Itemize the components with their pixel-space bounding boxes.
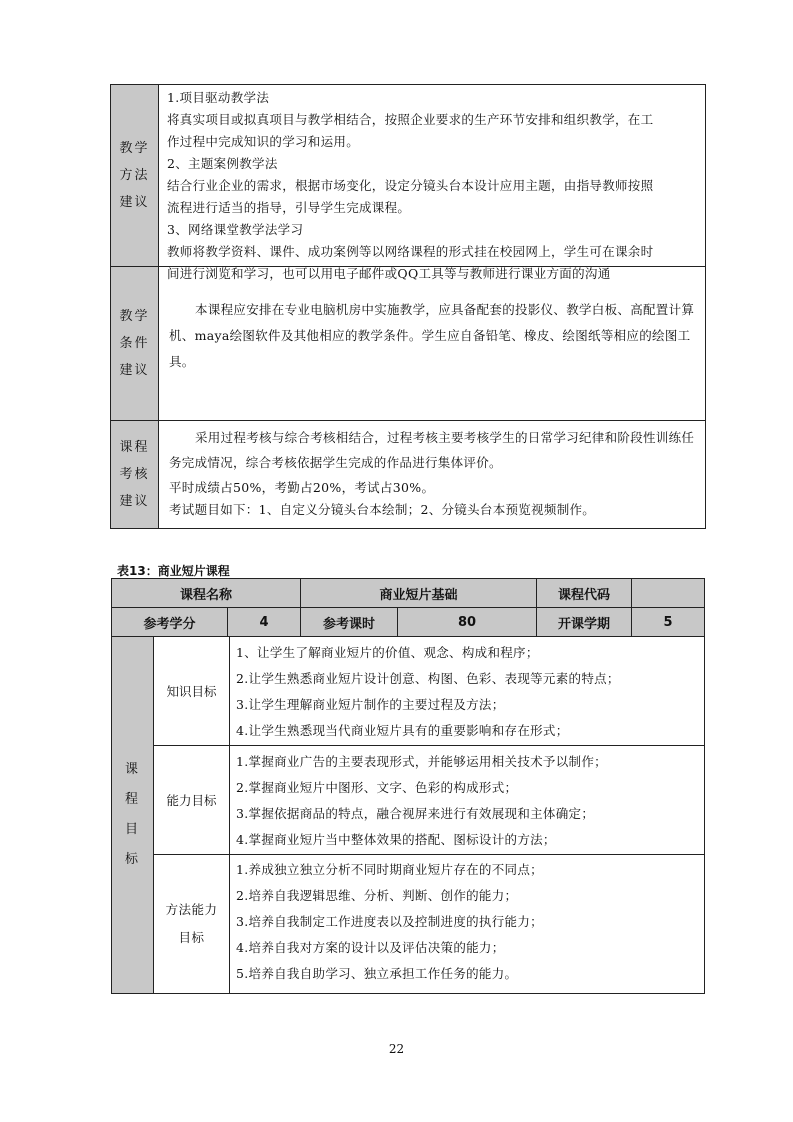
content-line: 作过程中完成知识的学习和运用。: [167, 134, 360, 149]
content-line: 1.项目驱动教学法: [167, 90, 270, 105]
content-line: 2、主题案例教学法: [167, 156, 278, 171]
ability-goal-label: 能力目标: [153, 745, 230, 855]
list-item: 2.让学生熟悉商业短片设计创意、构图、色彩、表现等元素的特点；: [236, 671, 620, 686]
list-item: 3.让学生理解商业短片制作的主要过程及方法；: [236, 697, 505, 712]
ability-goal-items: [229, 745, 705, 855]
method-ability-goal-items: [229, 854, 705, 994]
course-objectives-label: 课 程 目 标: [111, 636, 154, 994]
list-item: 1.掌握商业广告的主要表现形式，并能够运用相关技术予以制作；: [236, 754, 607, 769]
semester-value: 5: [631, 607, 705, 637]
teaching-method-label: 教学 方法 建议: [110, 84, 159, 267]
list-item: 3.培养自我制定工作进度表以及控制进度的执行能力；: [236, 914, 543, 929]
teaching-condition-content: [158, 266, 706, 421]
teaching-method-content: [158, 84, 706, 281]
list-item: 4.掌握商业短片当中整体效果的搭配、图标设计的方法；: [236, 832, 556, 847]
teaching-condition-label: 教学 条件 建议: [110, 266, 159, 421]
assessment-label: 课程 考核 建议: [110, 420, 159, 529]
assessment-line: 考试题目如下：1、自定义分镜头台本绘制；2、分镜头台本预览视频制作。: [169, 502, 596, 517]
table-caption: 表13：商业短片课程: [117, 564, 230, 578]
credits-value: 4: [227, 607, 301, 637]
semester-label: 开课学期: [536, 607, 632, 637]
hours-label: 参考课时: [300, 607, 398, 637]
assessment-line: 平时成绩占50%，考勤占20%，考试占30%。: [169, 480, 435, 495]
content-line: 将真实项目或拟真项目与教学相结合，按照企业要求的生产环节安排和组织教学，在工: [167, 112, 654, 127]
list-item: 3.掌握依据商品的特点，融合视屏来进行有效展现和主体确定；: [236, 806, 595, 821]
content-line: 教师将教学资料、课件、成功案例等以网络课程的形式挂在校园网上，学生可在课余时: [167, 244, 654, 259]
assessment-paragraph: 采用过程考核与综合考核相结合，过程考核主要考核学生的日常学习纪律和阶段性训练任务完成情况，综合考核依据学生完成的作品进行集体评价。: [169, 430, 695, 470]
knowledge-goal-items: [229, 636, 705, 746]
method-ability-goal-label: 方法能力 目标: [153, 854, 230, 994]
list-item: 2.培养自我逻辑思维、分析、判断、创作的能力；: [236, 888, 518, 903]
content-line: 间进行浏览和学习，也可以用电子邮件或QQ工具等与教师进行课业方面的沟通: [167, 266, 611, 281]
content-line: 流程进行适当的指导，引导学生完成课程。: [167, 200, 411, 215]
course-name-label: 课程名称: [111, 578, 301, 608]
hours-value: 80: [397, 607, 537, 637]
knowledge-goal-label: 知识目标: [153, 636, 230, 746]
list-item: 1.养成独立独立分析不同时期商业短片存在的不同点；: [236, 862, 543, 877]
content-line: 结合行业企业的需求，根据市场变化，设定分镜头台本设计应用主题，由指导教师按照: [167, 178, 654, 193]
credits-label: 参考学分: [111, 607, 228, 637]
page-number: 22: [388, 1042, 405, 1056]
assessment-content: [158, 420, 706, 529]
content-line: 3、网络课堂教学法学习: [167, 222, 304, 237]
course-code-label: 课程代码: [536, 578, 632, 608]
course-name-value: 商业短片基础: [300, 578, 537, 608]
course-code-value: [631, 578, 705, 608]
list-item: 5.培养自我自助学习、独立承担工作任务的能力。: [236, 966, 518, 981]
list-item: 1、让学生了解商业短片的价值、观念、构成和程序；: [236, 645, 539, 660]
list-item: 2.掌握商业短片中图形、文字、色彩的构成形式；: [236, 780, 518, 795]
condition-paragraph: 本课程应安排在专业电脑机房中实施教学，应具备配套的投影仪、教学白板、高配置计算机、maya绘图软件及其他相应的教学条件。学生应自备铅笔、橡皮、绘图纸等相应的绘图工具。: [169, 302, 695, 369]
list-item: 4.让学生熟悉现当代商业短片具有的重要影响和存在形式；: [236, 723, 569, 738]
list-item: 4.培养自我对方案的设计以及评估决策的能力；: [236, 940, 505, 955]
